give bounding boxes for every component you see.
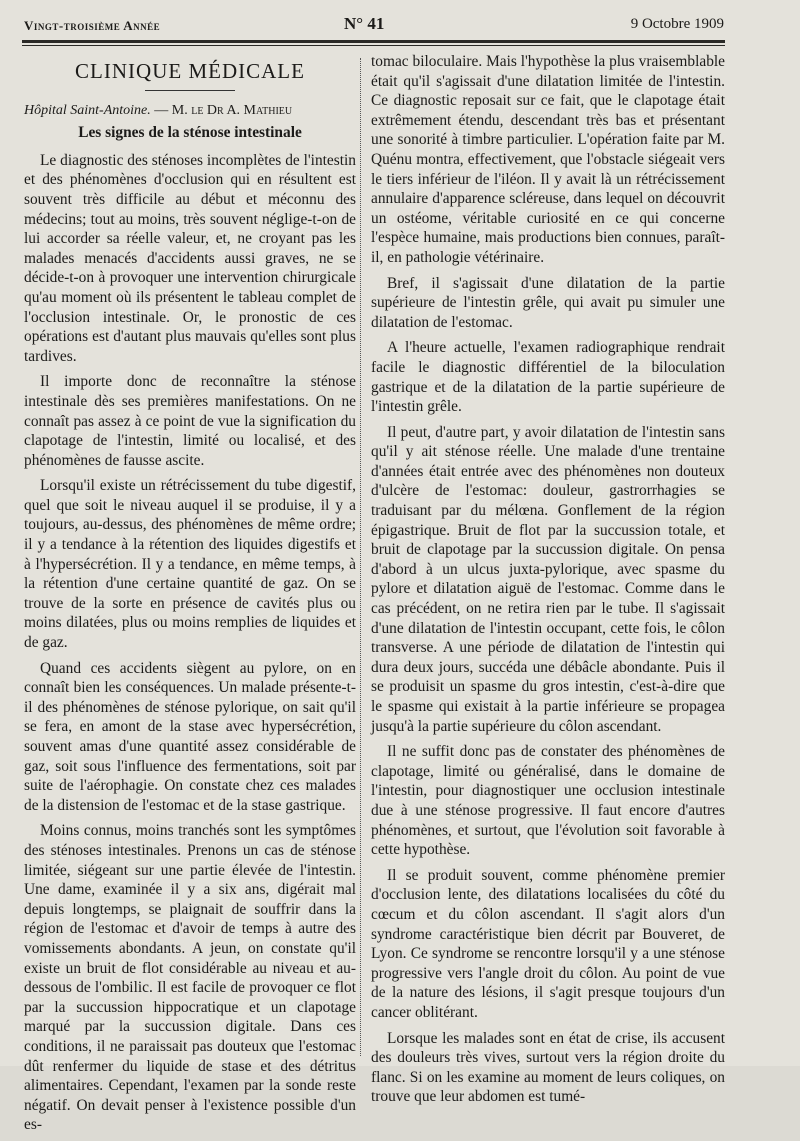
source-hospital: Hôpital Saint-Antoine.: [24, 102, 151, 118]
right-paragraph: Il ne suffit donc pas de constater des phénomènes de clapotage, limité ou généralisé, dans le domaine de l'intestin, pour diagnostiquer une occlusion intestinale due à une sténose progressive. Il faut encore d'autres phénomènes, et surtout, que l'évolution soit favorable à cette hypothèse.: [371, 743, 725, 859]
issue-number: N° 41: [344, 14, 385, 33]
right-paragraph: Bref, il s'agissait d'une dilatation de la partie supérieure de l'intestin grêle, qui avait pu simuler une dilatation de l'estomac.: [371, 274, 725, 331]
left-column: [24, 52, 356, 1141]
volume-year: Vingt-troisième Année: [24, 18, 161, 33]
issue-date: 9 Octobre 1909: [630, 16, 724, 32]
right-paragraph: A l'heure actuelle, l'examen radiographique rendrait facile le diagnostic différentiel de la biloculation gastrique et de la dilatation de la partie supérieure de l'intestin grêle.: [371, 339, 725, 416]
right-paragraph: Lorsque les malades sont en état de crise, ils accusent des douleurs très vives, surtout vers la région droite du flanc. Si on les examine au moment de leurs coliques, on trouve que leur abdomen est tumé-: [371, 1029, 725, 1106]
title-rule: [145, 90, 235, 91]
column-divider: [360, 58, 362, 1056]
left-paragraph: Moins connus, moins tranchés sont les symptômes des sténoses intestinales. Prenons un cas de sténose limitée, siégeant sur une partie élevée de l'intestin. Une dame, examinée il y a six ans, digérait mal depuis longtemps, se plaignait de souffrir dans la région de l'estomac et d'avoir de temps à autre des vomissements abondants. A jeun, on constate qu'il existe un bruit de flot considérable au niveau et au-dessous de l'ombilic. Il est facile de provoquer ce flot par la succussion hippocratique et un clapotage marqué par la succussion digitale. Dans ces conditions, il ne paraissait pas douteux que l'estomac dût renfermer du liquide de stase et des détritus alimentaires. Cependant, l'examen par la sonde reste négatif. On devait penser à l'existence possible d'un es-: [24, 822, 356, 1134]
left-paragraph: Le diagnostic des sténoses incomplètes de l'intestin et des phénomènes d'occlusion qui en résultent est souvent très difficile au début et méconnu des médecins; tout au moins, très souvent néglige-t-on de lui accorder sa réelle valeur, et, ne croyant pas les malades menacés d'accidents aussi graves, ne se décide-t-on à provoquer une intervention chirurgicale qu'au moment où ils présentent le tableau complet de l'occlusion intestinale. Or, le pronostic de ces opérations est d'autant plus mauvais qu'elles sont plus tardives.: [24, 151, 356, 365]
right-paragraph: Il peut, d'autre part, y avoir dilatation de l'intestin sans qu'il y ait sténose réelle. Une malade d'une trentaine d'années était entrée avec des phénomènes non douteux d'ulcère de l'estomac: douleur, gastrorrhagies se traduisant par du mélœna. Gonflement de la région épigastrique. Bruit de flot par la succussion totale, et bruit de clapotage par la succussion digitale. On pensa d'abord à un ulcus juxta-pylorique, avec spasme du pylore et dilatation aiguë de l'estomac. Comme dans le cas précédent, on ne retira rien par le tube. Il s'agissait d'une dilatation de l'intestin occupant, cette fois, le côlon transverse. A une période de dilatation de l'intestin qui dura deux jours, succéda une débâcle abondante. Puis il se produisit un spasme du gros intestin, c'est-à-dire que le spasme qui existait à la partie inférieure se propagea jusqu'à la partie supérieure du côlon ascendant.: [371, 423, 725, 735]
left-paragraph: Il importe donc de reconnaître la sténose intestinale dès ses premières manifestations. On ne connaît pas assez à ce point de vue la signification du clapotage de l'intestin, limité ou localisé, et des phénomènes de fausse ascite.: [24, 373, 356, 469]
section-title: CLINIQUE MÉDICALE: [75, 59, 305, 83]
source-author: — M. le Dr A. Mathieu: [150, 102, 293, 118]
left-paragraph: Quand ces accidents siègent au pylore, on en connaît bien les conséquences. Un malade présente-t-il des phénomènes de sténose pylorique, on sait qu'il se fera, en amont de la stase avec hypersécrétion, souvent amas d'une quantité assez considérable de gaz, soit sous l'influence des fermentations, soit par suite de l'aérophagie. On constate chez ces malades de la distension de l'estomac et de la stase gastrique.: [24, 659, 356, 814]
right-column: [371, 52, 725, 1113]
left-paragraph: Lorsqu'il existe un rétrécissement du tube digestif, quel que soit le niveau auquel il se produise, il y a toujours, au-dessus, des phénomènes de même ordre; il y a tendance à la rétention des liquides digestifs et à l'hypersécrétion. Il y a tendance, en même temps, à la rétention d'une certaine quantité de gaz. On se trouve de la sorte en présence de cavités plus ou moins dilatées, plus ou moins remplies de liquides et de gaz.: [24, 477, 356, 652]
header-rule-thick: [22, 40, 725, 43]
running-header: [24, 14, 724, 36]
right-paragraph: Il se produit souvent, comme phénomène premier d'occlusion lente, des dilatations localisées du côté du cœcum et du côlon ascendant. Il s'agit alors d'un syndrome caractéristique bien décrit par Bouveret, de Lyon. Ce syndrome se rencontre lorsqu'il y a une sténose progressive vers l'angle droit du côlon. Au point de vue de la nature des lésions, il s'agit presque toujours d'un cancer oblitérant.: [371, 866, 725, 1021]
source-line: [24, 101, 356, 121]
right-paragraph: tomac biloculaire. Mais l'hypothèse la plus vraisemblable était qu'il s'agissait d'une dilatation limitée de l'intestin. Ce diagnostic reposait sur ce fait, que le clapotage était extrêmement étendu, descendant très bas et présentant une sonorité à timbre particulier. L'opération faite par M. Quénu montra, effectivement, que l'obstacle siégeait vers le tiers inférieur de l'iléon. Il y avait là un rétrécissement annulaire d'apparence scléreuse, dans lequel on découvrit un ostéome, véritable curiosité en ce qui concerne l'espèce humaine, mais productions bien connues, paraît-il, en pathologie vétérinaire.: [371, 53, 725, 266]
header-rule-thin: [22, 45, 725, 46]
article-title: Les signes de la sténose intestinale: [78, 124, 302, 142]
